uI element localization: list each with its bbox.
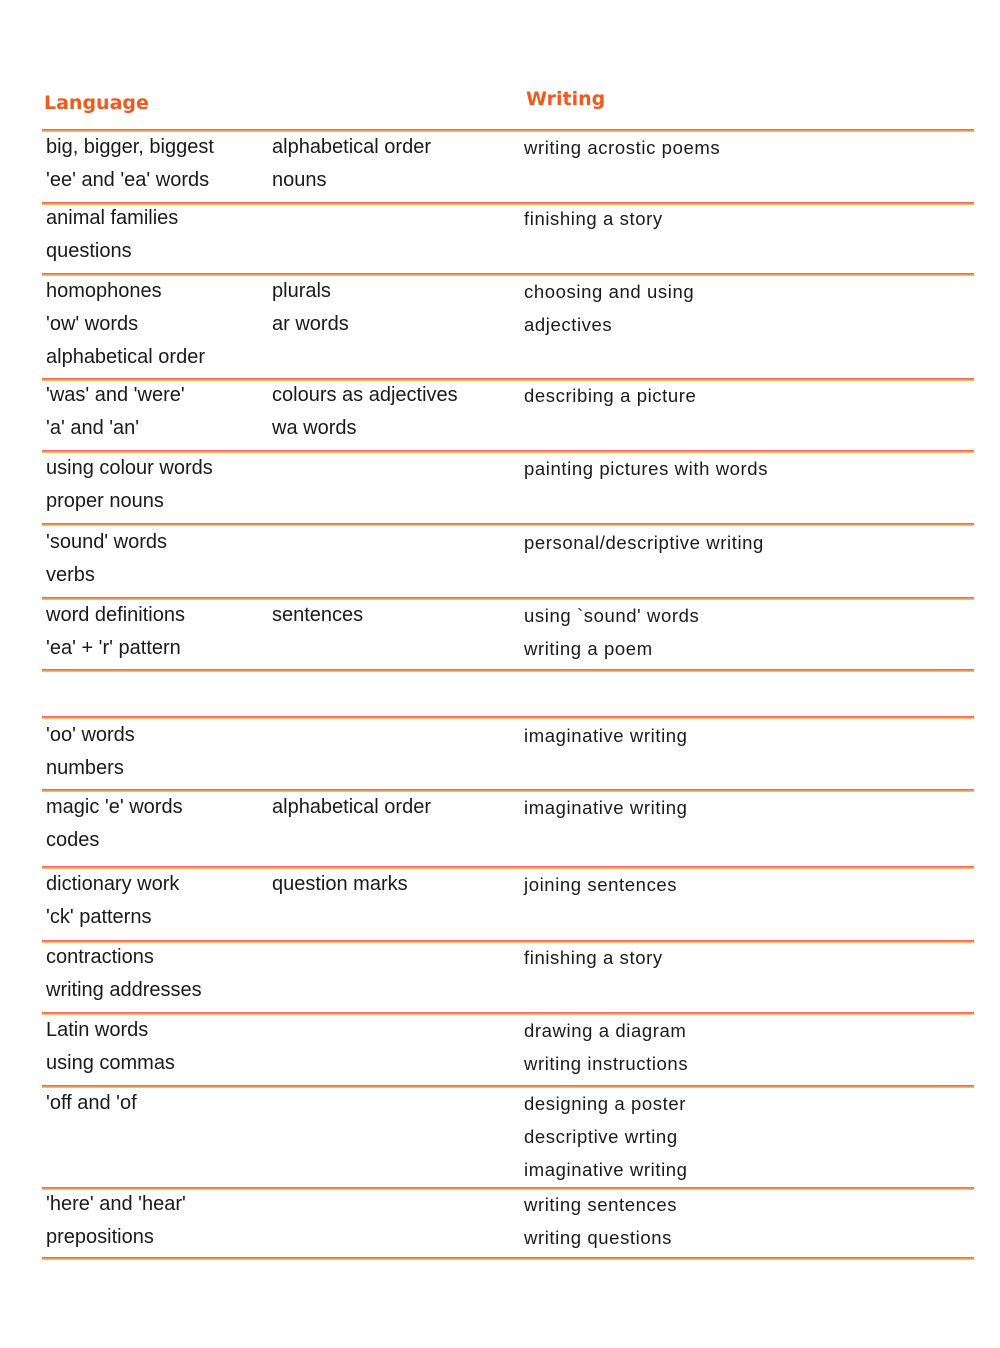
language-cell [46, 719, 135, 785]
cell-line: verbs [46, 564, 95, 586]
language-extra-cell [272, 131, 431, 197]
language-extra-cell [272, 868, 408, 901]
language-cell [46, 526, 167, 592]
writing-cell [524, 526, 764, 559]
cell-line: Latin words [46, 1019, 149, 1041]
writing-cell [524, 941, 663, 974]
row-divider [42, 1257, 974, 1260]
language-cell [46, 275, 205, 374]
language-cell [46, 941, 202, 1007]
cell-line: personal/descriptive writing [524, 532, 764, 553]
cell-line: wa words [272, 417, 357, 439]
writing-cell [524, 275, 694, 341]
cell-line: alphabetical order [272, 796, 431, 818]
cell-line: questions [46, 240, 132, 262]
language-cell [46, 1014, 175, 1080]
cell-line: using colour words [46, 457, 213, 479]
cell-line: 'oo' words [46, 724, 135, 746]
cell-line: sentences [272, 604, 364, 626]
language-extra-cell [272, 791, 431, 824]
cell-line: colours as adjectives [272, 384, 458, 406]
cell-line: 'sound' words [46, 531, 168, 553]
cell-line: plurals [272, 280, 331, 302]
cell-line: 'off and 'of [46, 1092, 137, 1114]
cell-line: 'was' and 'were' [46, 384, 185, 406]
writing-cell [524, 1014, 688, 1080]
cell-line: 'ee' and 'ea' words [46, 169, 210, 191]
cell-line: animal families [46, 207, 179, 229]
row-divider [42, 202, 974, 205]
writing-cell [524, 1188, 677, 1254]
row-divider [42, 716, 974, 719]
cell-line: imaginative writing [524, 725, 688, 746]
cell-line: magic 'e' words [46, 796, 183, 818]
language-cell [46, 452, 213, 518]
cell-line: writing acrostic poems [524, 137, 721, 158]
cell-line: finishing a story [524, 947, 663, 968]
language-extra-cell [272, 275, 349, 341]
language-cell [46, 202, 178, 268]
cell-line: numbers [46, 757, 124, 779]
cell-line: 'ea' + 'r' pattern [46, 637, 181, 659]
cell-line: drawing a diagram [524, 1020, 687, 1041]
cell-line: writing sentences [524, 1194, 678, 1215]
cell-line: imaginative writing [524, 797, 688, 818]
cell-line: 'ow' words [46, 313, 139, 335]
writing-cell [524, 131, 720, 164]
header-language: Language [44, 92, 149, 114]
cell-line: prepositions [46, 1226, 154, 1248]
writing-cell [524, 1087, 688, 1186]
cell-line: big, bigger, biggest [46, 136, 214, 158]
row-divider [42, 523, 974, 526]
language-cell [46, 599, 185, 665]
language-cell [46, 1188, 186, 1254]
cell-line: descriptive wrting [524, 1126, 678, 1147]
header-writing: Writing [526, 88, 606, 110]
cell-line: alphabetical order [46, 346, 205, 368]
row-divider [42, 1085, 974, 1088]
cell-line: alphabetical order [272, 136, 431, 158]
language-cell [46, 791, 183, 857]
writing-cell [524, 379, 696, 412]
language-cell [46, 1087, 137, 1120]
cell-line: adjectives [524, 314, 613, 335]
writing-cell [524, 452, 768, 485]
language-cell [46, 131, 214, 197]
cell-line: writing questions [524, 1227, 672, 1248]
cell-line: finishing a story [524, 208, 663, 229]
language-extra-cell [272, 379, 458, 445]
cell-line: designing a poster [524, 1093, 686, 1114]
cell-line: homophones [46, 280, 162, 302]
cell-line: 'here' and 'hear' [46, 1193, 186, 1215]
cell-line: writing instructions [524, 1053, 689, 1074]
row-divider [42, 866, 974, 869]
cell-line: writing a poem [524, 638, 653, 659]
cell-line: question marks [272, 873, 408, 895]
cell-line: describing a picture [524, 385, 697, 406]
writing-cell [524, 202, 663, 235]
cell-line: contractions [46, 946, 154, 968]
writing-cell [524, 868, 677, 901]
cell-line: choosing and using [524, 281, 695, 302]
row-divider [42, 669, 974, 672]
language-cell [46, 379, 185, 445]
cell-line: writing addresses [46, 979, 202, 1001]
writing-cell [524, 719, 688, 752]
cell-line: codes [46, 829, 100, 851]
cell-line: ar words [272, 313, 349, 335]
language-cell [46, 868, 179, 934]
writing-cell [524, 599, 699, 665]
cell-line: 'ck' patterns [46, 906, 152, 928]
cell-line: joining sentences [524, 874, 678, 895]
cell-line: nouns [272, 169, 327, 191]
language-extra-cell [272, 599, 363, 632]
cell-line: 'a' and 'an' [46, 417, 140, 439]
cell-line: word definitions [46, 604, 185, 626]
row-divider [42, 1012, 974, 1015]
cell-line: dictionary work [46, 873, 180, 895]
cell-line: using `sound' words [524, 605, 700, 626]
cell-line: proper nouns [46, 490, 164, 512]
writing-cell [524, 791, 688, 824]
cell-line: using commas [46, 1052, 175, 1074]
cell-line: painting pictures with words [524, 458, 769, 479]
cell-line: imaginative writing [524, 1159, 688, 1180]
